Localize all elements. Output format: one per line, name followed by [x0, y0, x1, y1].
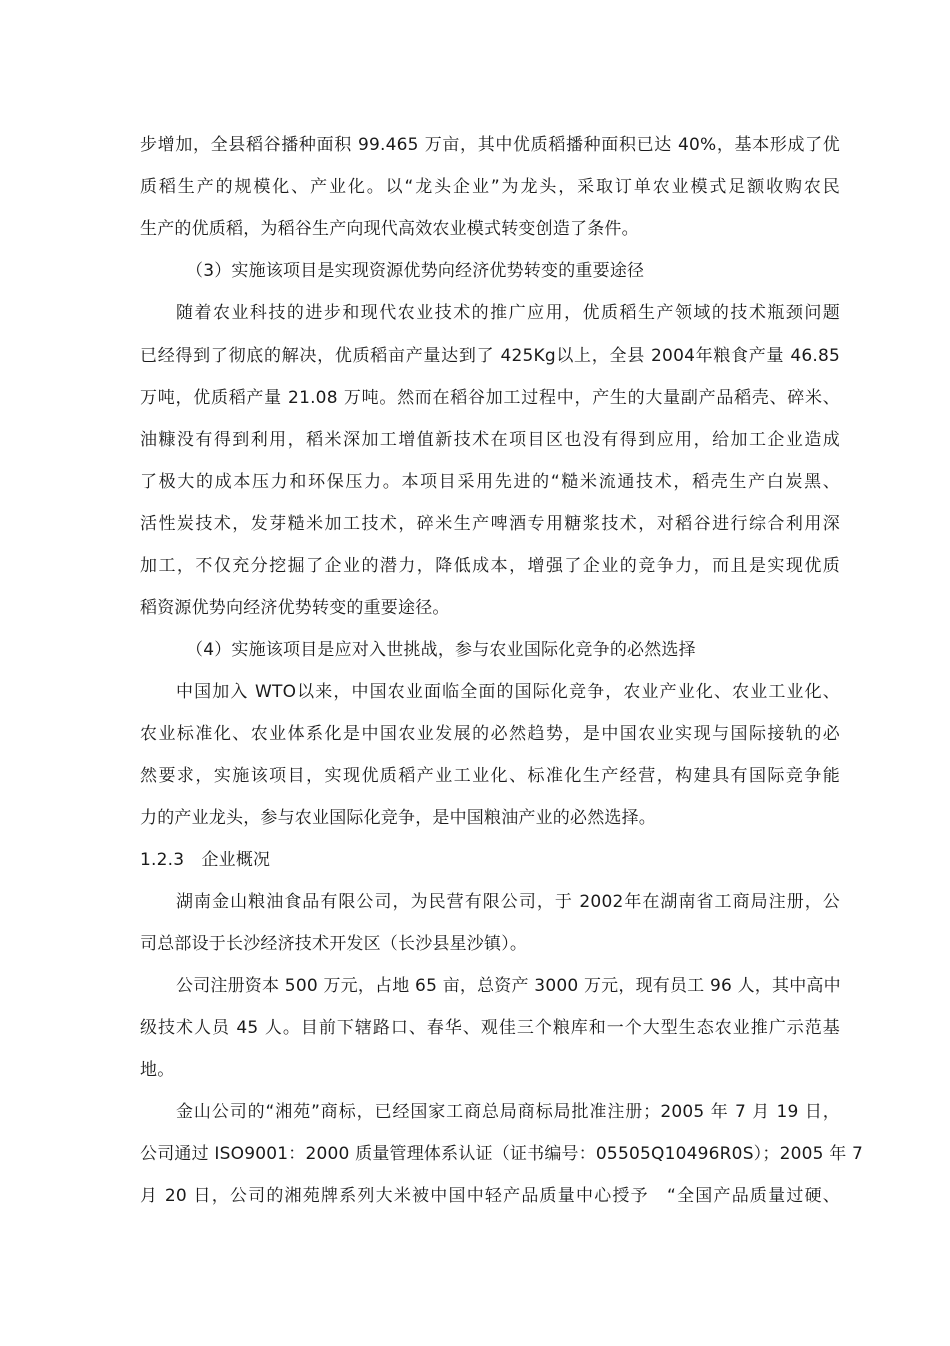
body-text-line: 然要求，实施该项目，实现优质稻产业工业化、标准化生产经营，构建具有国际竞争能: [140, 766, 840, 786]
body-text-line: 月 20 日，公司的湘苑牌系列大米被中国中轻产品质量中心授予 “全国产品质量过硬、: [140, 1186, 840, 1206]
body-text-line: 地。: [140, 1060, 175, 1080]
body-text-line: 油糠没有得到利用，稻米深加工增值新技术在项目区也没有得到应用，给加工企业造成: [140, 430, 840, 450]
body-text-line: 万吨，优质稻产量 21.08 万吨。然而在稻谷加工过程中，产生的大量副产品稻壳、碎米、: [140, 388, 840, 408]
body-text-line: 公司通过 ISO9001：2000 质量管理体系认证（证书编号：05505Q10496R0S）；2005 年 7: [140, 1144, 864, 1164]
body-text-line: 质稻生产的规模化、产业化。以“龙头企业”为龙头，采取订单农业模式足额收购农民: [140, 177, 840, 197]
body-text-line: 农业标准化、农业体系化是中国农业发展的必然趋势，是中国农业实现与国际接轨的必: [140, 724, 840, 744]
body-text-line: 湖南金山粮油食品有限公司，为民营有限公司，于 2002年在湖南省工商局注册，公: [176, 892, 840, 912]
subsection-heading: （4）实施该项目是应对入世挑战，参与农业国际化竞争的必然选择: [186, 640, 696, 660]
body-text-line: 步增加，全县稻谷播种面积 99.465 万亩，其中优质稻播种面积已达 40%，基本形成了优: [140, 135, 840, 155]
body-text-line: 生产的优质稻，为稻谷生产向现代高效农业模式转变创造了条件。: [140, 219, 639, 239]
section-heading: 1.2.3 企业概况: [140, 850, 271, 870]
body-text-line: 稻资源优势向经济优势转变的重要途径。: [140, 598, 450, 618]
body-text-line: 活性炭技术，发芽糙米加工技术，碎米生产啤酒专用糖浆技术，对稻谷进行综合利用深: [140, 514, 840, 534]
body-text-line: 金山公司的“湘苑”商标，已经国家工商总局商标局批准注册；2005 年 7 月 19 日，: [176, 1102, 840, 1122]
body-text-line: 已经得到了彻底的解决，优质稻亩产量达到了 425Kg以上，全县 2004年粮食产量 46.85: [140, 346, 840, 366]
body-text-line: 级技术人员 45 人。目前下辖路口、春华、观佳三个粮库和一个大型生态农业推广示范基: [140, 1018, 840, 1038]
body-text-line: 了极大的成本压力和环保压力。本项目采用先进的“糙米流通技术，稻壳生产白炭黑、: [140, 472, 840, 492]
body-text-line: 中国加入 WTO以来，中国农业面临全面的国际化竞争，农业产业化、农业工业化、: [176, 682, 840, 702]
subsection-heading: （3）实施该项目是实现资源优势向经济优势转变的重要途径: [186, 261, 645, 281]
body-text-line: 加工，不仅充分挖掘了企业的潜力，降低成本，增强了企业的竞争力，而且是实现优质: [140, 556, 840, 576]
body-text-line: 力的产业龙头，参与农业国际化竞争，是中国粮油产业的必然选择。: [140, 808, 656, 828]
body-text-line: 公司注册资本 500 万元，占地 65 亩，总资产 3000 万元，现有员工 96 人，其中高中: [176, 976, 841, 996]
body-text-line: 司总部设于长沙经济技术开发区（长沙县星沙镇）。: [140, 934, 528, 954]
body-text-line: 随着农业科技的进步和现代农业技术的推广应用，优质稻生产领域的技术瓶颈问题: [176, 303, 840, 323]
